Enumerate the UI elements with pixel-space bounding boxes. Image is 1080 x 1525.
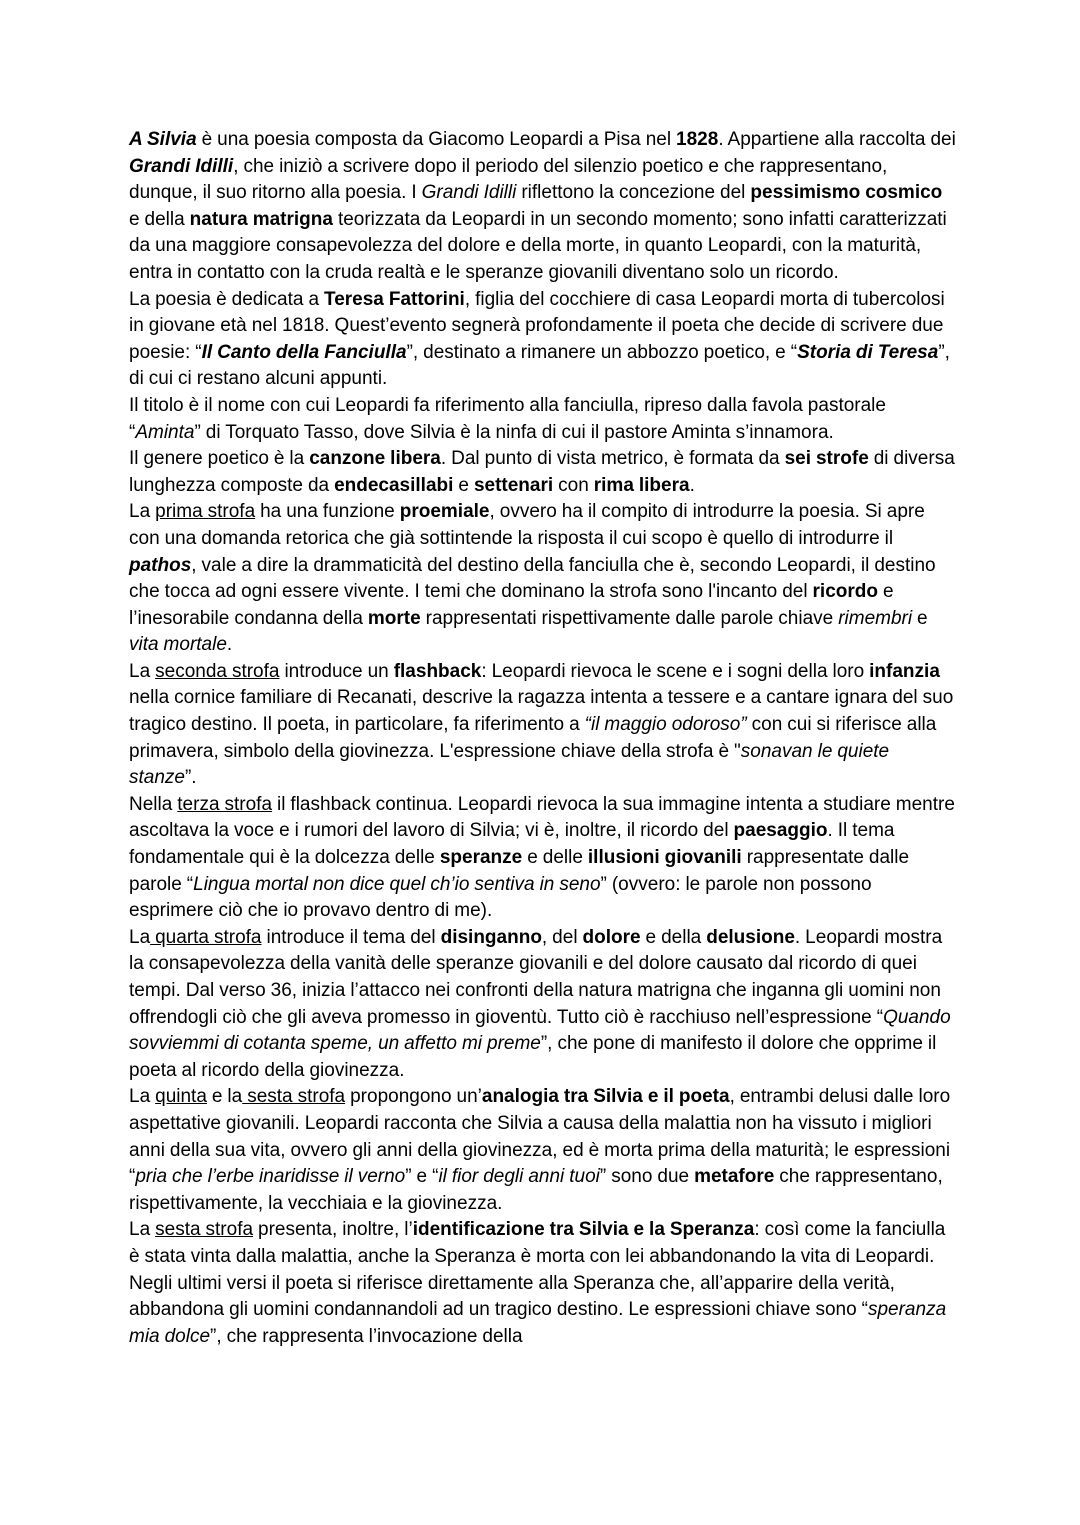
text-run: A Silvia <box>129 129 197 150</box>
text-run: Lingua mortal non dice quel ch’io sentiva in seno <box>193 873 601 895</box>
paragraph <box>129 659 957 792</box>
text-run: sesta strofa <box>155 1219 254 1241</box>
text-run: riflettono la concezione del <box>516 182 751 204</box>
text-run: . <box>226 634 233 656</box>
text-run: La <box>129 1219 156 1241</box>
text-run: e della <box>640 926 707 948</box>
text-run: Quando sovviemmi di cotanta speme, un affetto mi preme <box>129 1006 951 1055</box>
text-run: , che iniziò a scrivere dopo il periodo del silenzio poetico e che rappresentano, dunque, il suo ritorno alla poesia. I <box>129 155 888 204</box>
paragraph <box>129 127 957 287</box>
text-run: vita mortale <box>129 634 227 656</box>
text-run: pathos <box>129 554 192 576</box>
text-run: Teresa Fattorini <box>324 288 465 310</box>
text-run: identificazione tra Silvia e la Speranza <box>412 1219 755 1241</box>
text-run: introduce il tema del <box>261 926 441 948</box>
text-run: delusione <box>706 926 795 948</box>
text-run: La poesia è dedicata a <box>129 288 324 310</box>
text-run: quinta <box>155 1086 207 1108</box>
text-run: endecasillabi <box>334 474 454 496</box>
text-run: , entrambi delusi dalle loro aspettative giovanili. Leopardi racconta che Silvia a causa della malattia non ha vissuto i migliori anni della sua vita, ovvero gli anni della giovinezza, ed è morta prima della maturità; le espressioni “ <box>129 1086 951 1188</box>
text-run: ha una funzione <box>255 501 400 523</box>
text-run: , del <box>541 926 583 948</box>
text-run: con cui si riferisce alla primavera, simbolo della giovinezza. L'espressione chiave della strofa è " <box>129 714 937 762</box>
text-run: ” di Torquato Tasso, dove Silvia è la ninfa di cui il pastore Aminta s’innamora. <box>194 421 834 443</box>
text-run: paesaggio <box>733 820 828 842</box>
text-run: pessimismo cosmico <box>750 182 943 204</box>
text-run: e della <box>129 208 190 230</box>
paragraph <box>129 393 957 446</box>
text-run: pria che l’erbe inaridisse il verno <box>135 1166 406 1188</box>
text-run: seconda strofa <box>155 660 280 682</box>
text-run: speranze <box>439 847 523 869</box>
text-run: presenta, inoltre, l’ <box>253 1219 413 1241</box>
text-run: ” (ovvero: le parole non possono esprimere ciò che io provavo dentro di me). <box>129 873 872 922</box>
text-run: : così come la fanciulla è stata vinta dalla malattia, anche la Speranza è morta con lei abbandonando la vita di Leopardi. Negli ultimi versi il poeta si riferisce direttamente alla Speranza che, all’apparire della verità, abbandona gli uomini condannandoli ad un tragico destino. Le espressioni chiave sono “ <box>129 1219 946 1321</box>
text-run: , vale a dire la drammaticità del destino della fanciulla che è, secondo Leopardi, il destino che tocca ad ogni essere vivente. I temi che dominano la strofa sono l'incanto del <box>129 554 936 603</box>
paragraph <box>129 287 957 393</box>
text-run: rappresentate dalle parole “ <box>129 847 910 895</box>
paragraph <box>129 925 957 1085</box>
text-run: ricordo <box>812 581 878 603</box>
text-run: morte <box>367 607 421 629</box>
text-run: Il titolo è il nome con cui Leopardi fa riferimento alla fanciulla, ripreso dalla favola pastorale “ <box>129 394 886 443</box>
text-run: speranza mia dolce <box>129 1299 947 1347</box>
text-run: “il maggio odoroso” <box>584 714 747 736</box>
text-run: canzone libera <box>309 448 441 470</box>
text-run: il flashback continua. Leopardi rievoca la sua immagine intenta a studiare mentre ascoltava la voce e i rumori del lavoro di Silvia; vi è, inoltre, il ricordo del <box>129 793 955 842</box>
text-run: sonavan le quiete stanze <box>129 740 890 789</box>
text-run: ” e “ <box>405 1166 439 1188</box>
text-run: Aminta <box>135 421 195 443</box>
text-run: . Dal punto di vista metrico, è formata da <box>440 448 785 470</box>
paragraph <box>129 1217 957 1350</box>
text-run: : Leopardi rievoca le scene e i sogni della loro <box>481 660 870 682</box>
paragraph <box>129 446 957 499</box>
document-body <box>129 127 957 1350</box>
text-run: Grandi Idilli <box>421 182 517 204</box>
text-run: flashback <box>393 660 482 682</box>
text-run: e l’inesorabile condanna della <box>129 581 894 629</box>
text-run: . Leopardi mostra la consapevolezza della vanità delle speranze giovanili e del dolore causato dal ricordo di quei tempi. Dal verso 36, inizia l’attacco nei confronti della natura matrigna che inganna gli uomini non offrendogli ciò che gli aveva promesso in gioventù. Tutto ciò è racchiuso nell’espressione “ <box>129 926 943 1028</box>
paragraph <box>129 1084 957 1217</box>
text-run: e <box>453 474 474 496</box>
text-run: infanzia <box>869 660 940 682</box>
text-run: 1828 <box>676 129 719 150</box>
text-run: disinganno <box>440 926 542 948</box>
text-run: La <box>129 926 151 948</box>
text-run: rimembri <box>838 607 913 629</box>
text-run: Grandi Idilli <box>129 155 234 177</box>
text-run: teorizzata da Leopardi in un secondo momento; sono infatti caratterizzati da una maggiore consapevolezza del dolore e della morte, in quanto Leopardi, con la maturità, entra in contatto con la cruda realtà e le speranze giovanili diventano solo un ricordo. <box>129 208 947 283</box>
text-run: ”. <box>184 767 197 789</box>
text-run: , ovvero ha il compito di introdurre la poesia. Si apre con una domanda retorica che già sottintende la risposta il cui scopo è quello di introdurre il <box>129 501 925 549</box>
text-run: introduce un <box>279 660 394 682</box>
text-run: Il genere poetico è la <box>129 448 310 470</box>
text-run: è una poesia composta da Giacomo Leopardi a Pisa nel <box>196 129 677 150</box>
text-run: La <box>129 501 156 523</box>
paragraph <box>129 499 957 659</box>
text-run: terza strofa <box>177 793 273 815</box>
text-run: ” sono due <box>599 1166 695 1188</box>
text-run: proemiale <box>399 501 490 523</box>
text-run: rima libera <box>593 474 690 496</box>
text-run: analogia tra Silvia e il poeta <box>481 1086 730 1108</box>
text-run: ”, che rappresenta l’invocazione della <box>210 1325 523 1347</box>
text-run: ”, di cui ci restano alcuni appunti. <box>129 341 950 390</box>
text-run: metafore <box>694 1166 775 1188</box>
text-run: il fior degli anni tuoi <box>438 1166 600 1188</box>
text-run: dolore <box>582 926 641 948</box>
paragraph <box>129 792 957 925</box>
text-run: propongono un’ <box>345 1086 482 1108</box>
text-run: . <box>689 474 695 496</box>
text-run: sei strofe <box>784 448 869 470</box>
text-run: sesta strofa <box>242 1086 346 1108</box>
text-run: Nella <box>129 793 178 815</box>
text-run: . Appartiene alla raccolta dei <box>718 129 956 150</box>
text-run: che rappresentano, rispettivamente, la vecchiaia e la giovinezza. <box>129 1166 943 1214</box>
text-run: nella cornice familiare di Recanati, descrive la ragazza intenta a tessere e a cantare ignara del suo tragico destino. Il poeta, in particolare, fa riferimento a <box>129 687 954 736</box>
text-run: Storia di Teresa <box>797 341 939 363</box>
text-run: rappresentati rispettivamente dalle parole chiave <box>420 607 839 629</box>
text-run: di diversa lunghezza composte da <box>129 448 955 496</box>
text-run: La <box>129 660 156 682</box>
text-run: illusioni giovanili <box>587 847 742 869</box>
text-run: settenari <box>473 474 554 496</box>
text-run: e <box>912 607 928 629</box>
text-run: ”, destinato a rimanere un abbozzo poetico, e “ <box>406 341 798 363</box>
text-run: . Il tema fondamentale qui è la dolcezza delle <box>129 820 895 869</box>
text-run: prima strofa <box>155 501 256 523</box>
text-run: quarta strofa <box>150 926 262 948</box>
text-run: e delle <box>522 847 588 869</box>
text-run: con <box>553 474 594 496</box>
text-run: ”, che pone di manifesto il dolore che opprime il poeta al ricordo della giovinezza. <box>129 1033 937 1081</box>
text-run: natura matrigna <box>189 208 333 230</box>
text-run: Il Canto della Fanciulla <box>201 341 407 363</box>
text-run: , figlia del cocchiere di casa Leopardi morta di tubercolosi in giovane età nel 1818. Quest’evento segnerà profondamente il poeta che decide di scrivere due poesie: “ <box>129 288 945 363</box>
text-run: La <box>129 1086 156 1108</box>
text-run: e la <box>206 1086 243 1108</box>
